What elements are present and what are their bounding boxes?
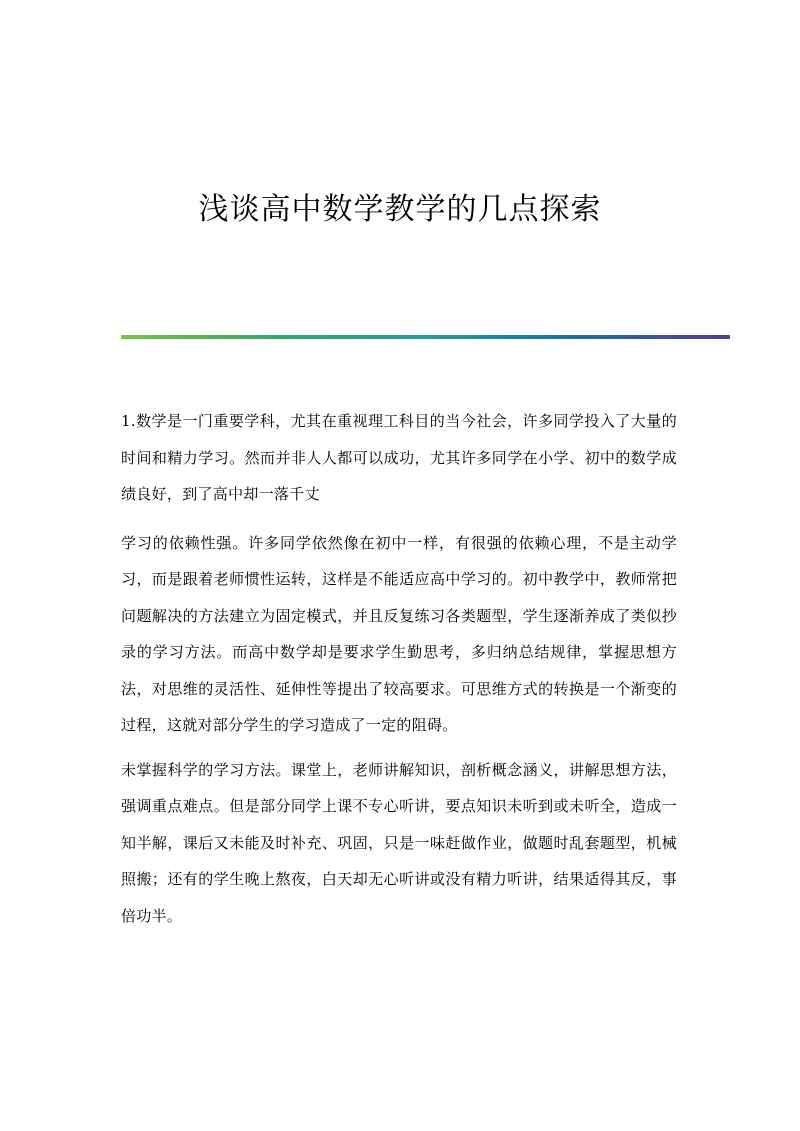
paragraph-1: 1.数学是一门重要学科，尤其在重视理工科目的当今社会，许多同学投入了大量的时间和精力学习。然而并非人人都可以成功，尤其许多同学在小学、初中的数学成绩良好，到了高中却一落千丈 <box>121 412 677 503</box>
document-title: 浅谈高中数学教学的几点探索 <box>198 192 602 227</box>
paragraph-2: 学习的依赖性强。许多同学依然像在初中一样，有很强的依赖心理，不是主动学习，而是跟着老师惯性运转，这样是不能适应高中学习的。初中教学中，教师常把问题解决的方法建立为固定模式，并且反复练习各类题型，学生逐渐养成了类似抄录的学习方法。而高中数学却是要求学生勤思考，多归纳总结规律，掌握思想方法，对思维的灵活性、延伸性等提出了较高要求。可思维方式的转换是一个渐变的过程，这就对部分学生的学习造成了一定的阻碍。 <box>121 533 677 734</box>
paragraph-3: 未掌握科学的学习方法。课堂上，老师讲解知识，剖析概念涵义，讲解思想方法，强调重点难点。但是部分同学上课不专心听讲，要点知识未听到或未听全，造成一知半解，课后又未能及时补充、巩固，只是一味赶做作业，做题时乱套题型，机械照搬；还有的学生晚上熬夜，白天却无心听讲或没有精力听讲，结果适得其反，事倍功半。 <box>121 760 677 925</box>
title-divider <box>121 335 730 339</box>
document-body <box>121 403 677 954</box>
